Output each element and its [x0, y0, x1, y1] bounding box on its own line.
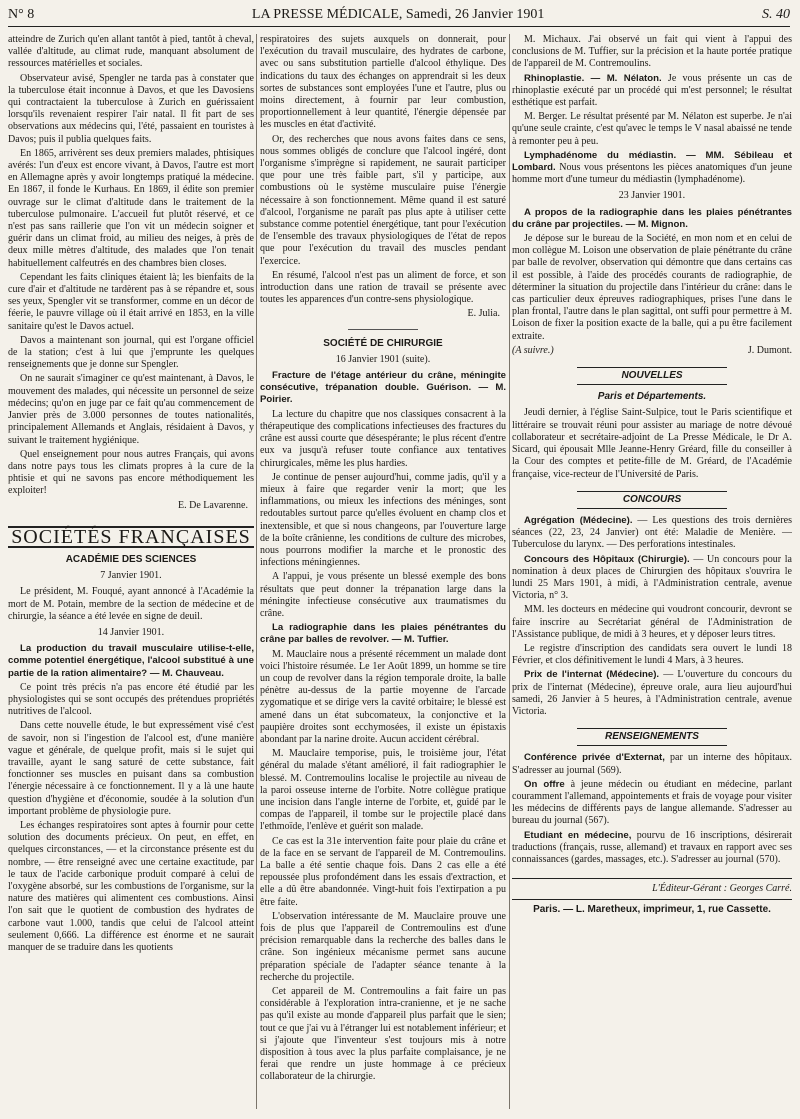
paragraph: M. Berger. Le résultat présenté par M. Nélaton est superbe. Je n'ai qu'une seule crainte, c'est qu'avec le temps le V nasal abaissé ne tende à remonter peu à peu.: [512, 111, 792, 147]
society-heading: SOCIÉTÉ DE CHIRURGIE: [323, 337, 443, 349]
paragraph: [512, 73, 792, 110]
paragraph: En résumé, l'alcool n'est pas un aliment de force, et son introduction dans une ration de travail se présente avec toutes les apparences d'un contre-sens physiologique.: [260, 269, 506, 306]
paragraph: Ce cas est la 31e intervention faite pour plaie du crâne et de la face en se servant de l'appareil de M. Contremoulins. La balle a été sentie chaque fois. Dans 2 cas elle a été repoussée plus profondément dans les essais d'extraction, et elle a dû être abandonnée. Vingt-huit fois l'extirpation a pu être faite.: [260, 835, 506, 908]
paragraph: On ne saurait s'imaginer ce qu'est maintenant, à Davos, le mouvement des malades, qui nécessite un personnel de seize médecins; qu'on en juge par ce fait qu'au commencement de Janvier près de 3.000 personnes de toutes nationalités, principalement Allemands et Anglais, résidaient à Davos, y suivant le traitement hygiénique.: [8, 373, 254, 446]
paragraph: atteindre de Zurich qu'en allant tantôt à pied, tantôt à cheval, vallée d'altitude, au climat rude, manquant absolument de ressources matérielles et sociales.: [8, 34, 254, 70]
paragraph: [512, 752, 792, 776]
column-rule: [509, 34, 510, 1109]
paragraph: [512, 830, 792, 867]
paragraph: [512, 669, 792, 718]
article-text: par un interne des hôpitaux. S'adresser au journal (569).: [512, 752, 792, 776]
article-text: Je vous présente un cas de rhinoplastie exécuté par un procédé qui m'est personnel; le résultat esthétique est parfait.: [512, 72, 792, 109]
paragraph: En 1865, arrivèrent ses deux premiers malades, phtisiques avérés: l'un d'eux est encore vivant, à Davos, l'autre est mort en Allemagne après y avoir longtemps pratiqué la médecine. En 1867, il fonde le Kurhaus. En 1869, il édite son premier ouvrage sur le climat d'altitude dans le traitement de la tuberculose pulmonaire. L'accueil fut plutôt réservé, et ce n'est pas sans raillerie que l'on vit un médecin soigner et guérir dans un climat froid, au milieu des neiges, à près de deux mille mètres d'altitude, des malades que l'on tenait habituellement calfeutrés en des chambres bien closes.: [8, 147, 254, 269]
author-signature: E. De Lavarenne.: [178, 499, 248, 511]
session-date: 16 Janvier 1901 (suite).: [335, 353, 431, 365]
session-date: 23 Janvier 1901.: [618, 190, 686, 202]
paragraph: MM. les docteurs en médecine qui voudront concourir, devront se faire inscrire au Secrétariat général de l'Administration de l'Assistance publique, de midi à 3 heures, et y déposer leurs titres.: [512, 604, 792, 640]
paragraph: M. Michaux. J'ai observé un fait qui vient à l'appui des conclusions de M. Tuffier, sur la précision et la haute portée pratique de l'appareil de M. Contremoulins.: [512, 34, 792, 70]
article-lead: Lymphadénome du médiastin. — MM. Sébileau et Lombard.: [512, 149, 792, 174]
article-lead: Concours des Hôpitaux (Chirurgie).: [524, 553, 690, 565]
article-lead: Conférence privée d'Externat,: [524, 752, 665, 764]
concours-heading: CONCOURS: [577, 491, 727, 509]
paragraph: Les échanges respiratoires sont aptes à fournir pour cette solution des documents précieux. On peut, en effet, en quelques circonstances, — et la circonstance présente est du nombre, — être renseigné avec une certaine exactitude, par le taux de l'acide carbonique produit comparé à celui de l'oxygène absorbé, sur les combustions de l'organisme, sur la nature des matières qui alimentent ces combustions. Ainsi l'on sait que le quotient de combustion des hydrates de carbone vaut 1.000, tandis que celui de l'alcool atteint seulement 0,666. La différence est énorme et ne saurait manquer de se traduire dans les quotients: [8, 819, 254, 954]
paragraph: La lecture du chapitre que nos classiques consacrent à la thérapeutique des complications infectieuses des fractures du crâne est aussi courte que désespérante; le plus récent d'entre eux va jusqu'à refuser toute confiance aux tentatives chirurgicales, même les plus hardies.: [260, 408, 506, 469]
paragraph: [512, 515, 792, 552]
article-lead: Rhinoplastie. — M. Nélaton.: [524, 72, 662, 84]
author-signature: J. Dumont.: [747, 344, 792, 356]
article-text: pourvu de 16 inscriptions, désirerait traductions (français, russe, allemand) et travaux en rapport avec ses connaissances (gardes, massages, etc.). S'adresser au journal (570).: [512, 829, 792, 865]
issue-number: N° 8: [8, 7, 35, 22]
article-text: — L'ouverture du concours du prix de l'internat (Médecine), épreuve orale, aura lieu aujourd'hui samedi, 26 Janvier à 5 heures, à l'Administration centrale, avenue Victoria.: [512, 669, 792, 717]
article-lead: La production du travail musculaire utilise-t-elle, comme potentiel énergétique, l'alcool substitué à une partie de la ration alimentaire? — M. Chauveau.: [8, 643, 254, 679]
society-heading: ACADÉMIE DES SCIENCES: [65, 553, 197, 565]
signature-row: [512, 345, 792, 357]
paragraph: Cet appareil de M. Contremoulins a fait faire un pas considérable à l'exploration intra-cranienne, et je ne sache pas qu'il existe au monde d'appareil plus parfait que le sien; tout ce que j'ai vu à l'étranger lui est notablement inférieur; et si j'ajoute que l'inventeur s'est toujours mis à notre disposition à tous avec la plus parfaite complaisance, je ne ferai que rendre un juste hommage à ce précieux collaborateur de la chirurgie.: [260, 986, 506, 1083]
page-header: [8, 4, 790, 27]
article-text: — Les questions des trois dernières séances (22, 23, 24 Janvier) ont été: Maladie de Menière. — Tuberculose du larynx. — Des perforations intestinales.: [512, 514, 792, 551]
article-lead: On offre: [524, 778, 565, 790]
printer-imprint: Paris. — L. Maretheux, imprimeur, 1, rue Cassette.: [512, 899, 792, 916]
column-3: [512, 34, 792, 1116]
session-date: 7 Janvier 1901.: [100, 570, 162, 582]
paragraph: Quel enseignement pour nous autres Français, qui avons dans notre pays tous les climats propres à la cure de la phtisie et qui ne savons pas encore méthodiquement les exploiter!: [8, 448, 254, 497]
renseignements-heading: RENSEIGNEMENTS: [577, 728, 727, 746]
masthead-title: LA PRESSE MÉDICALE, Samedi, 26 Janvier 1901: [251, 7, 545, 22]
paragraph: Jeudi dernier, à l'église Saint-Sulpice, tout le Paris scientifique et littéraire se trouvait réuni pour assister au mariage de notre dévoué collaborateur et secrétaire-adjoint de La Presse Médicale, le Dr A. Sicard, qui épousait Mlle Jeanne-Henry Gréard, fille du conseiller à la Cour des comptes et petite-fille de M. Gréard, de l'Académie française, vice-recteur de l'Université de Paris.: [512, 407, 792, 480]
article-text: — Un concours pour la nomination à deux places de Chirurgien des hôpitaux s'ouvrira le lundi 25 Mars 1901, à midi, à l'Administration centrale, avenue Victoria, n° 3.: [512, 553, 792, 602]
column-1: [8, 34, 254, 1116]
paragraph: [512, 554, 792, 603]
continued-note: (A suivre.): [512, 344, 554, 356]
paragraph: Je dépose sur le bureau de la Société, en mon nom et en celui de mon collègue M. Loison une observation de plaie pénétrante du crâne par balle de revolver, observation qui démontre que dans certains cas il est possible, à l'aide des procédés courants de radiographie, de déterminer la situation du projectile dans l'intérieur du crâne: dans le cas particulier deux épreuves radiographiques, prises l'une dans le plan frontal, l'autre dans le plan sagittal, ont suffi pour permettre à M. Loison de fixer la position exacte de la balle, qui a pu être facilement extraite.: [512, 233, 792, 342]
paragraph: Or, des recherches que nous avons faites dans ce sens, nous sommes obligés de conclure que l'alcool ingéré, dont l'organisme s'imprègne si rapidement, ne saurait participer que pour une très faible part, s'il y participe, aux combustions où le système musculaire puise l'énergie nécessaire à son fonctionnement. Même quand il est saturé d'alcool, l'organisme ne paraît pas plus apte à utiliser cette substance comme potentiel énergétique, tant pour l'exécution de l'ensemble des travaux physiologiques de l'état de repos que pour l'exécution du travail des muscles pendant l'exercice.: [260, 133, 506, 267]
article-lead: Etudiant en médecine,: [524, 829, 632, 841]
paragraph: Je continue de penser aujourd'hui, comme jadis, qu'il y a mieux à faire que regarder venir la mort; que les inflammations, ou mieux les infections des méninges, sont redoutables surtout parce qu'elles évoluent en champ clos et inextensible, et que si nous changeons, par l'ouverture large de la boîte crânienne, les conditions de culture des microbes, nous pourrons modifier la marche et le pronostic des infections méningiennes.: [260, 471, 506, 569]
article-lead: Prix de l'internat (Médecine).: [524, 669, 660, 681]
section-title: SOCIÉTÉS FRANÇAISES: [8, 526, 254, 548]
paragraph: A l'appui, je vous présente un blessé exemple des bons résultats que peut donner la trépanation large dans la méningite infectieuse consécutive aux traumatismes du crâne.: [260, 571, 506, 619]
article-text: à jeune médecin ou étudiant en médecine, parlant couramment l'allemand, appointements et frais de voyage pour visiter les médecins de différents pays de langue allemande. S'adresser au bureau du journal (567).: [512, 778, 792, 827]
editor-line: L'Éditeur-Gérant : Georges Carré.: [512, 878, 792, 895]
article-lead: A propos de la radiographie dans les plaies pénétrantes du crâne par projectiles. — M. Mignon.: [512, 206, 792, 230]
paragraph: Dans cette nouvelle étude, le but expressément visé c'est de savoir, non si l'ingestion de l'alcool est, d'une manière vague et générale, de quelque profit, mais si le sujet qui travaille, ayant le sang saturé de cette substance, fait fonctionner ses muscles en puisant dans sa combustion l'énergie nécessaire à ce fonctionnement. Il y a là une haute question d'hygiène et d'économie, soudée à la solution d'un important problème de physiologie pure.: [8, 720, 254, 817]
paragraph: [512, 150, 792, 187]
article-lead: Fracture de l'étage antérieur du crâne, méningite consécutive, trépanation double. Guérison. — M. Poirier.: [260, 370, 506, 406]
session-date: 14 Janvier 1901.: [97, 626, 165, 638]
article-lead: Agrégation (Médecine).: [524, 514, 633, 526]
nouvelles-heading: NOUVELLES: [577, 367, 727, 385]
column-rule: [256, 34, 257, 1109]
paragraph: Ce point très précis n'a pas encore été étudié par les physiologistes qui se sont occupés des prétendues propriétés nutritives de l'alcool.: [8, 681, 254, 718]
article-lead: La radiographie dans les plaies pénétrantes du crâne par balles de revolver. — M. Tuffier.: [260, 622, 506, 646]
paragraph: Le registre d'inscription des candidats sera ouvert le lundi 18 Février, et clos définitivement le lundi 4 Mars, à 3 heures.: [512, 642, 792, 667]
paragraph: Davos a maintenant son journal, qui est l'organe officiel de la station; c'est à lui que j'emprunte les quelques renseignements que je donne sur Spengler.: [8, 334, 254, 371]
paragraph: respiratoires des sujets auxquels on donnerait, pour l'exécution du travail musculaire, des hydrates de carbone, avec ou sans substitution partielle d'alcool éthylique. Des indications du taux des échanges on apprendrait si les deux sortes de substances sont employées l'une et l'autre, plus ou moins directement, à fournir par leur combustion, proportionnellement à leur quantité, l'énergie dépensée par les muscles en état d'activité.: [260, 34, 506, 131]
column-2: [260, 34, 506, 1116]
paragraph: M. Mauclaire temporise, puis, le troisième jour, l'état général du malade s'étant amélioré, il fait radiographier le blessé. M. Contremoulins localise le projectile au niveau de la paroi osseuse interne de l'orbite. Notre collègue pratique une incision dans l'angle interne de l'orbite, et, guidé par le compas de l'appareil, il tombe sur le projectile placé dans l'ethmoïde, l'enlève et guérit son malade.: [260, 748, 506, 833]
subsection-heading: Paris et Départements.: [597, 391, 707, 403]
paragraph: [512, 779, 792, 828]
article-text: Nous vous présentons les pièces anatomiques d'un jeune homme mort d'une tumeur du médiastin (lymphadénome).: [512, 162, 792, 186]
paragraph: Le président, M. Fouqué, ayant annoncé à l'Académie la mort de M. Potain, membre de la section de médecine et de chirurgie, la séance a été levée en signe de deuil.: [8, 586, 254, 622]
paragraph: Cependant les faits cliniques étaient là; les bienfaits de la cure d'air et d'altitude ne tardèrent pas à se répandre et, sous ses yeux, Spengler vit se transformer, comme en un décor de féerie, le pauvre village où il était arrivé en 1853, en la ville sanitaire qu'est le Davos actuel.: [8, 271, 254, 332]
paragraph: M. Mauclaire nous a présenté récemment un malade dont voici l'histoire résumée. Le 1er Août 1899, un homme se tire un coup de revolver dans la région temporale droite, la balle pénètre au-dessus de la partie moyenne de l'arcade zygomatique et se dirige vers la cavité orbitaire; le blessé est amené dans un état subcomateux, la conjonctive et la paupière droites sont ecchymosées, il existe un épistaxis abondant par la narine droite. Aucun accident cérébral.: [260, 648, 506, 745]
paragraph: L'observation intéressante de M. Mauclaire prouve une fois de plus que l'appareil de Contremoulins est d'une précision remarquable dans la recherche des balles dans le crâne. Son ingénieux mécanisme permet sans aucune préparation spéciale de l'adapter séance tenante à la recherche du projectile.: [260, 910, 506, 983]
folio: S. 40: [762, 7, 790, 22]
paragraph: Observateur avisé, Spengler ne tarda pas à constater que la tuberculose était inconnue à Davos, et que les Davosiens qui contractaient la tuberculose à Zurich en guérissaient lorsqu'ils revenaient respirer l'air natal. Il fit part de ses observations aux médecins qui, l'été, passaient en touristes à Davos; puis il publia quelques faits.: [8, 72, 254, 145]
author-signature: E. Julia.: [467, 308, 500, 320]
divider: [348, 329, 418, 330]
